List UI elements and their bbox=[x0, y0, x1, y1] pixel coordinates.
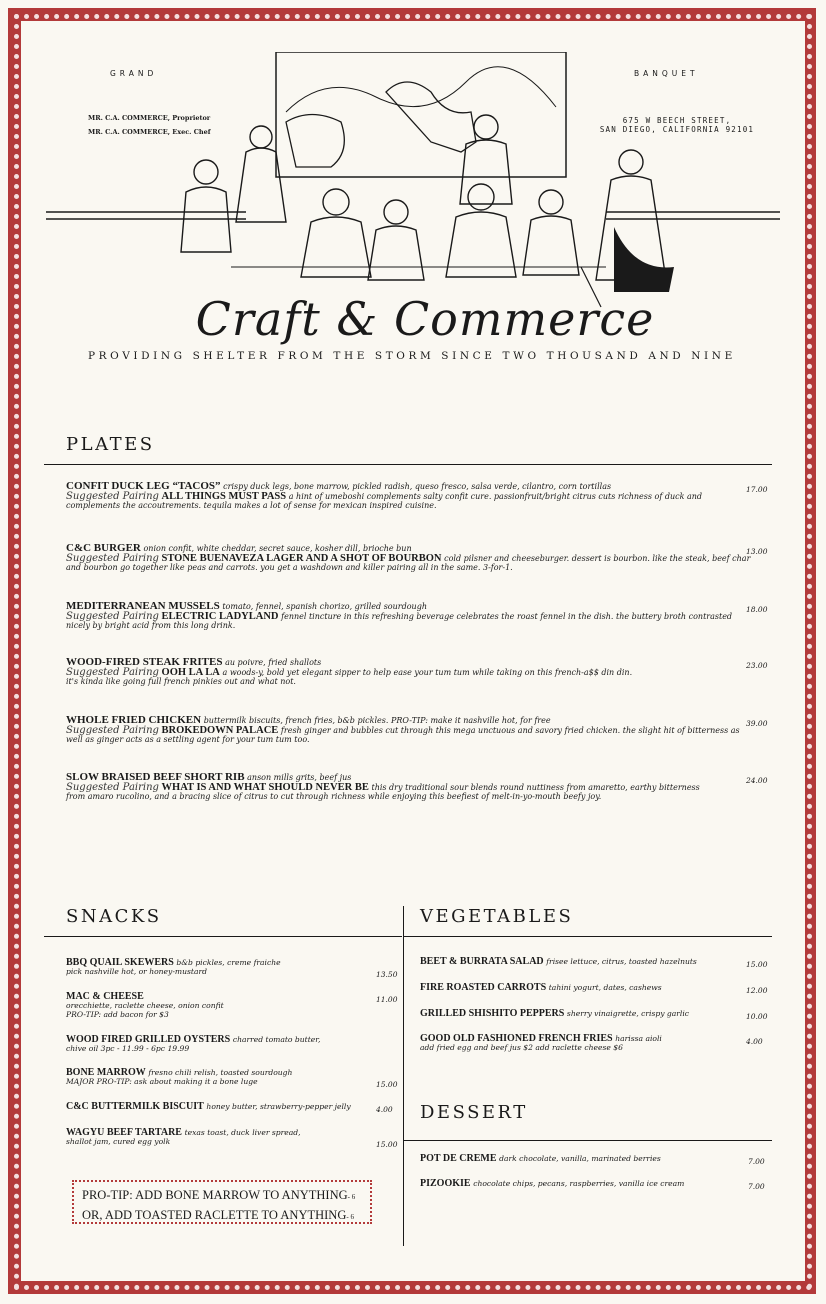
snack-price: 15.00 bbox=[376, 1080, 398, 1089]
dessert-description: dark chocolate, vanilla, marinated berries bbox=[499, 1154, 661, 1163]
proprietor-text: MR. C.A. COMMERCE, Proprietor bbox=[88, 114, 211, 122]
snack-item bbox=[66, 1035, 366, 1053]
pairing-description-cont: well as ginger acts as a settling agent for your tum tum too. bbox=[66, 735, 310, 744]
vegetables-divider bbox=[404, 936, 772, 937]
plate-item bbox=[66, 482, 746, 510]
suggested-pairing-label: Suggested Pairing bbox=[66, 725, 159, 736]
vegetable-name: BEET & BURRATA SALAD bbox=[420, 956, 544, 967]
plate-item bbox=[66, 716, 746, 744]
vegetable-item bbox=[420, 957, 740, 966]
plate-name: SLOW BRAISED BEEF SHORT RIB bbox=[66, 771, 245, 783]
dessert-heading: DESSERT bbox=[420, 1102, 528, 1123]
plate-description: crispy duck legs, bone marrow, pickled radish, queso fresco, salsa verde, cilantro, corn tortillas bbox=[223, 482, 612, 491]
pairing-description: a hint of umeboshi complements salty confit cure. passionfruit/bright citrus cuts richness of duck and bbox=[288, 492, 703, 501]
plate-description: tomato, fennel, spanish chorizo, grilled sourdough bbox=[222, 602, 427, 611]
snack-name: C&C BUTTERMILK BISCUIT bbox=[66, 1101, 204, 1112]
snack-description: texas toast, duck liver spread, bbox=[184, 1128, 301, 1137]
suggested-pairing-label: Suggested Pairing bbox=[66, 553, 159, 564]
snack-description: fresno chili relish, toasted sourdough bbox=[148, 1068, 293, 1077]
vegetable-name: GRILLED SHISHITO PEPPERS bbox=[420, 1008, 565, 1019]
pairing-description-cont: from amaro rucolino, and a bracing slice of citrus to cut through richness while enjoying this beefiest of melt-in-yo-mouth beefy joy. bbox=[66, 792, 602, 801]
pairing-name: ELECTRIC LADYLAND bbox=[161, 611, 279, 622]
plate-item bbox=[66, 602, 746, 630]
snack-name: BONE MARROW bbox=[66, 1067, 146, 1078]
snack-description-cont: MAJOR PRO-TIP: ask about making it a bone luge bbox=[66, 1077, 258, 1086]
snack-price: 15.00 bbox=[376, 1140, 398, 1149]
snack-item bbox=[66, 1068, 366, 1086]
address-line-1: 675 W BEECH STREET, bbox=[622, 116, 732, 125]
snack-description-cont: shallot jam, cured egg yolk bbox=[66, 1137, 171, 1146]
chef-text: MR. C.A. COMMERCE, Exec. Chef bbox=[88, 128, 211, 136]
plate-price: 23.00 bbox=[746, 661, 768, 670]
snack-price: 11.00 bbox=[376, 995, 398, 1004]
snack-price: 13.50 bbox=[376, 970, 398, 979]
snack-description-cont: orecchiette, raclette cheese, onion confit bbox=[66, 1001, 224, 1010]
snack-protip: PRO-TIP: add bacon for $3 bbox=[66, 1010, 169, 1019]
snack-item bbox=[66, 958, 366, 976]
snack-description: charred tomato butter, bbox=[232, 1035, 321, 1044]
dessert-name: PIZOOKIE bbox=[420, 1178, 471, 1189]
plate-name: WHOLE FRIED CHICKEN bbox=[66, 714, 202, 726]
address-line-2: SAN DIEGO, CALIFORNIA 92101 bbox=[599, 125, 755, 134]
plate-description: buttermilk biscuits, french fries, b&b pickles. PRO-TIP: make it nashville hot, for free bbox=[203, 716, 551, 725]
plate-name: CONFIT DUCK LEG “TACOS” bbox=[66, 480, 221, 492]
pairing-description-cont: it's kinda like going full french pinkies out and what not. bbox=[66, 677, 296, 686]
suggested-pairing-label: Suggested Pairing bbox=[66, 491, 159, 502]
pairing-name: BROKEDOWN PALACE bbox=[161, 725, 279, 736]
protip-price-2: - 6 bbox=[346, 1213, 354, 1221]
pairing-description-cont: and bourbon go together like peas and carrots. you get a washdown and killer pairing all in the same. 3-for-1. bbox=[66, 563, 513, 572]
dessert-price: 7.00 bbox=[748, 1157, 765, 1166]
pairing-description: fresh ginger and bubbles cut through this mega unctuous and savory fried chicken. the slight hit of bitterness as bbox=[280, 726, 740, 735]
plate-description: anson mills grits, beef jus bbox=[247, 773, 352, 782]
snacks-divider bbox=[44, 936, 402, 937]
suggested-pairing-label: Suggested Pairing bbox=[66, 611, 159, 622]
grand-label: GRAND bbox=[110, 69, 158, 78]
vegetable-description: tahini yogurt, dates, cashews bbox=[548, 983, 662, 992]
plate-name: MEDITERRANEAN MUSSELS bbox=[66, 600, 220, 612]
vegetable-price: 10.00 bbox=[746, 1012, 768, 1021]
pairing-description: this dry traditional sour blends round nuttiness from amaretto, earthy bitterness bbox=[371, 783, 700, 792]
pairing-name: STONE BUENAVEZA LAGER AND A SHOT OF BOURBON bbox=[161, 553, 442, 564]
dessert-price: 7.00 bbox=[748, 1182, 765, 1191]
pairing-name: WHAT IS AND WHAT SHOULD NEVER BE bbox=[161, 782, 369, 793]
snack-name: WAGYU BEEF TARTARE bbox=[66, 1127, 182, 1138]
plate-description: onion confit, white cheddar, secret sauce, kosher dill, brioche bun bbox=[143, 544, 412, 553]
plate-price: 17.00 bbox=[746, 485, 768, 494]
snack-name: MAC & CHEESE bbox=[66, 991, 144, 1002]
tagline: PROVIDING SHELTER FROM THE STORM SINCE TWO THOUSAND AND NINE bbox=[88, 350, 736, 362]
pairing-name: OOH LA LA bbox=[161, 667, 220, 678]
vegetable-description: frisee lettuce, citrus, toasted hazelnuts bbox=[546, 957, 697, 966]
vegetable-price: 15.00 bbox=[746, 960, 768, 969]
dessert-item bbox=[420, 1154, 740, 1163]
vegetable-item bbox=[420, 1034, 740, 1052]
protip-box bbox=[72, 1180, 372, 1224]
banquet-label: BANQUET bbox=[634, 69, 699, 78]
snack-description-cont: chive oil 3pc - 11.99 - 6pc 19.99 bbox=[66, 1044, 190, 1053]
snacks-heading: SNACKS bbox=[66, 906, 162, 927]
plate-name: C&C BURGER bbox=[66, 542, 141, 554]
vegetable-description: sherry vinaigrette, crispy garlic bbox=[566, 1009, 690, 1018]
protip-price-1: - 6 bbox=[347, 1193, 356, 1201]
restaurant-title: Craft & Commerce bbox=[195, 292, 655, 346]
pairing-description: cold pilsner and cheeseburger. dessert is bourbon. like the steak, beef char bbox=[444, 554, 751, 563]
snack-item bbox=[66, 1128, 366, 1146]
plate-description: au poivre, fried shallots bbox=[225, 658, 322, 667]
vegetable-item bbox=[420, 1009, 740, 1018]
vegetable-name: FIRE ROASTED CARROTS bbox=[420, 982, 547, 993]
snack-description-cont: pick nashville hot, or honey-mustard bbox=[66, 967, 207, 976]
plates-heading: PLATES bbox=[66, 434, 155, 455]
plate-item bbox=[66, 658, 746, 686]
snack-name: BBQ QUAIL SKEWERS bbox=[66, 957, 174, 968]
dessert-item bbox=[420, 1179, 740, 1188]
dessert-name: POT DE CREME bbox=[420, 1153, 497, 1164]
vegetable-price: 4.00 bbox=[746, 1037, 763, 1046]
suggested-pairing-label: Suggested Pairing bbox=[66, 782, 159, 793]
vegetable-name: GOOD OLD FASHIONED FRENCH FRIES bbox=[420, 1033, 613, 1044]
pairing-description: a woods-y, bold yet elegant sipper to help ease your tum tum while taking on this french-a$$ din din. bbox=[222, 668, 633, 677]
snack-description: honey butter, strawberry-pepper jelly bbox=[206, 1102, 351, 1111]
vegetable-addon: add fried egg and beef jus $2 add raclette cheese $6 bbox=[420, 1043, 623, 1052]
protip-line-1: PRO-TIP: ADD BONE MARROW TO ANYTHING bbox=[82, 1188, 348, 1202]
pairing-description-cont: complements the accoutrements. tequila makes a lot of sense for mexican inspired cuisine. bbox=[66, 501, 437, 510]
pairing-description-cont: nicely by bright acid from this long drink. bbox=[66, 621, 236, 630]
pairing-description: fennel tincture in this refreshing beverage celebrates the roast fennel in the dish. the buttery broth contrasted bbox=[281, 612, 733, 621]
protip-line-2: OR, ADD TOASTED RACLETTE TO ANYTHING bbox=[82, 1208, 347, 1222]
vegetable-price: 12.00 bbox=[746, 986, 768, 995]
snack-item bbox=[66, 1102, 366, 1111]
dessert-description: chocolate chips, pecans, raspberries, vanilla ice cream bbox=[473, 1179, 685, 1188]
dessert-divider bbox=[404, 1140, 772, 1141]
pairing-name: ALL THINGS MUST PASS bbox=[161, 491, 287, 502]
plates-divider bbox=[44, 464, 772, 465]
plate-price: 13.00 bbox=[746, 547, 768, 556]
snack-name: WOOD FIRED GRILLED OYSTERS bbox=[66, 1034, 231, 1045]
snack-item bbox=[66, 992, 366, 1019]
vegetable-description: harissa aioli bbox=[615, 1034, 662, 1043]
vegetables-heading: VEGETABLES bbox=[420, 906, 574, 927]
suggested-pairing-label: Suggested Pairing bbox=[66, 667, 159, 678]
plate-item bbox=[66, 773, 746, 801]
plate-price: 24.00 bbox=[746, 776, 768, 785]
plate-price: 18.00 bbox=[746, 605, 768, 614]
snack-price: 4.00 bbox=[376, 1105, 393, 1114]
vegetable-item bbox=[420, 983, 740, 992]
plate-name: WOOD-FIRED STEAK FRITES bbox=[66, 656, 223, 668]
snack-description: b&b pickles, creme fraiche bbox=[176, 958, 281, 967]
column-divider bbox=[403, 906, 404, 1246]
plate-price: 39.00 bbox=[746, 719, 768, 728]
plate-item bbox=[66, 542, 751, 572]
